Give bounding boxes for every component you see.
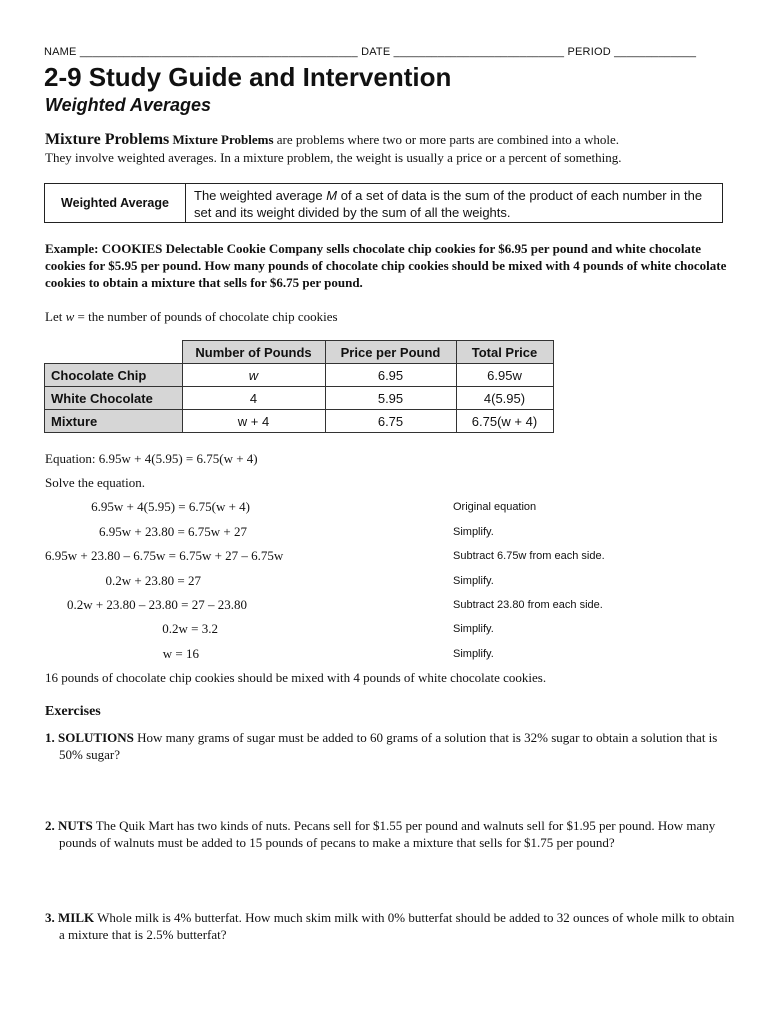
table-cell: 6.95w bbox=[456, 364, 553, 387]
table-cell bbox=[182, 364, 325, 387]
step-equation: 0.2w = 3.2 bbox=[162, 621, 218, 636]
equation-line: Equation: 6.95w + 4(5.95) = 6.75(w + 4) bbox=[45, 451, 258, 466]
step-note: Original equation bbox=[453, 501, 537, 513]
let-pre: Let bbox=[45, 309, 66, 324]
exercise-label: SOLUTIONS bbox=[58, 730, 134, 745]
solve-line: Solve the equation. bbox=[45, 475, 146, 490]
table-row bbox=[45, 410, 554, 433]
page-subtitle: Weighted Averages bbox=[45, 95, 212, 115]
table-header: Price per Pound bbox=[325, 341, 456, 364]
let-variable: w bbox=[65, 309, 75, 324]
intro-text-1: are problems where two or more parts are combined into a whole. bbox=[273, 132, 619, 147]
table-cell: w + 4 bbox=[182, 410, 325, 433]
intro-paragraph bbox=[45, 131, 735, 167]
step-equation: 6.95w + 23.80 – 6.75w = 6.75w + 27 – 6.75w bbox=[45, 548, 284, 563]
exercise-item bbox=[45, 909, 735, 943]
step-note: Subtract 23.80 from each side. bbox=[453, 599, 603, 611]
intro-text-2: They involve weighted averages. In a mixture problem, the weight is usually a price or a percent of something. bbox=[45, 150, 622, 165]
step-equation: 6.95w + 4(5.95) = 6.75(w + 4) bbox=[91, 499, 250, 514]
example-paragraph bbox=[45, 240, 735, 291]
exercise-item bbox=[45, 817, 735, 851]
row-label: White Chocolate bbox=[45, 387, 183, 410]
exercise-text: Whole milk is 4% butterfat. How much skim milk with 0% butterfat should be added to 32 ounces of whole milk to obtain a mixture that is 2.5% butterfat? bbox=[59, 910, 735, 942]
exercise-label: NUTS bbox=[58, 818, 93, 833]
table-cell: 6.75(w + 4) bbox=[456, 410, 553, 433]
table-header-row bbox=[45, 341, 554, 364]
exercises-heading: Exercises bbox=[45, 704, 101, 719]
exercise-label: MILK bbox=[58, 910, 95, 925]
student-info-line: NAME ____________________________________________ DATE ___________________________ PERIOD _____________ bbox=[44, 46, 697, 58]
step-equation: w = 16 bbox=[162, 646, 199, 661]
conclusion: 16 pounds of chocolate chip cookies should be mixed with 4 pounds of white chocolate cookies. bbox=[45, 670, 547, 685]
table-cell: 5.95 bbox=[325, 387, 456, 410]
cell-value: w bbox=[248, 367, 259, 383]
step-equation: 6.95w + 23.80 = 6.75w + 27 bbox=[98, 524, 247, 539]
table-row bbox=[45, 387, 554, 410]
definition-text bbox=[186, 184, 722, 222]
definition-text-pre: The weighted average bbox=[194, 188, 327, 203]
definition-text-post: of a set of data is the sum of the product of each number in the set and its weight divided by the sum of all the weights. bbox=[194, 188, 703, 220]
intro-heading: Mixture Problems bbox=[45, 131, 170, 148]
table-header: Total Price bbox=[456, 341, 553, 364]
exercise-text: How many grams of sugar must be added to 60 grams of a solution that is 32% sugar to obtain a solution that is 50% sugar? bbox=[59, 730, 718, 762]
table-corner bbox=[45, 341, 183, 364]
exercise-number: 3. bbox=[45, 910, 55, 925]
table-row bbox=[45, 364, 554, 387]
step-equation: 0.2w + 23.80 – 23.80 = 27 – 23.80 bbox=[66, 597, 247, 612]
exercise-item bbox=[45, 729, 735, 763]
definition-term: Weighted Average bbox=[45, 184, 186, 222]
let-statement bbox=[45, 309, 338, 325]
table-header: Number of Pounds bbox=[182, 341, 325, 364]
step-note: Simplify. bbox=[453, 575, 494, 587]
step-note: Simplify. bbox=[453, 526, 494, 538]
table-cell: 6.95 bbox=[325, 364, 456, 387]
let-post: = the number of pounds of chocolate chip cookies bbox=[74, 309, 338, 324]
example-text: COOKIES Delectable Cookie Company sells chocolate chip cookies for $6.95 per pound and white chocolate cookies for $5.95 per pound. How many pounds of chocolate chip cookies should be mixed with 4 pounds of white chocolate cookies to obtain a mixture that sells for $6.75 per pound. bbox=[45, 241, 727, 290]
mixture-table bbox=[44, 340, 554, 433]
example-label: Example: bbox=[45, 241, 99, 256]
table-cell: 6.75 bbox=[325, 410, 456, 433]
step-equation: 0.2w + 23.80 = 27 bbox=[105, 573, 201, 588]
table-cell: 4(5.95) bbox=[456, 387, 553, 410]
step-note: Subtract 6.75w from each side. bbox=[453, 550, 605, 562]
exercise-number: 1. bbox=[45, 730, 55, 745]
step-note: Simplify. bbox=[453, 648, 494, 660]
exercise-text: The Quik Mart has two kinds of nuts. Pecans sell for $1.55 per pound and walnuts sell for $1.95 per pound. How many pounds of walnuts must be added to 15 pounds of pecans to make a mixture that sells for $1.75 per pound? bbox=[59, 818, 716, 850]
page-title: 2-9 Study Guide and Intervention bbox=[44, 62, 452, 92]
row-label: Mixture bbox=[45, 410, 183, 433]
definition-box bbox=[44, 183, 723, 223]
table-cell: 4 bbox=[182, 387, 325, 410]
step-note: Simplify. bbox=[453, 623, 494, 635]
row-label: Chocolate Chip bbox=[45, 364, 183, 387]
definition-variable: M bbox=[326, 188, 338, 203]
intro-subheading: Mixture Problems bbox=[172, 132, 274, 147]
exercise-number: 2. bbox=[45, 818, 55, 833]
